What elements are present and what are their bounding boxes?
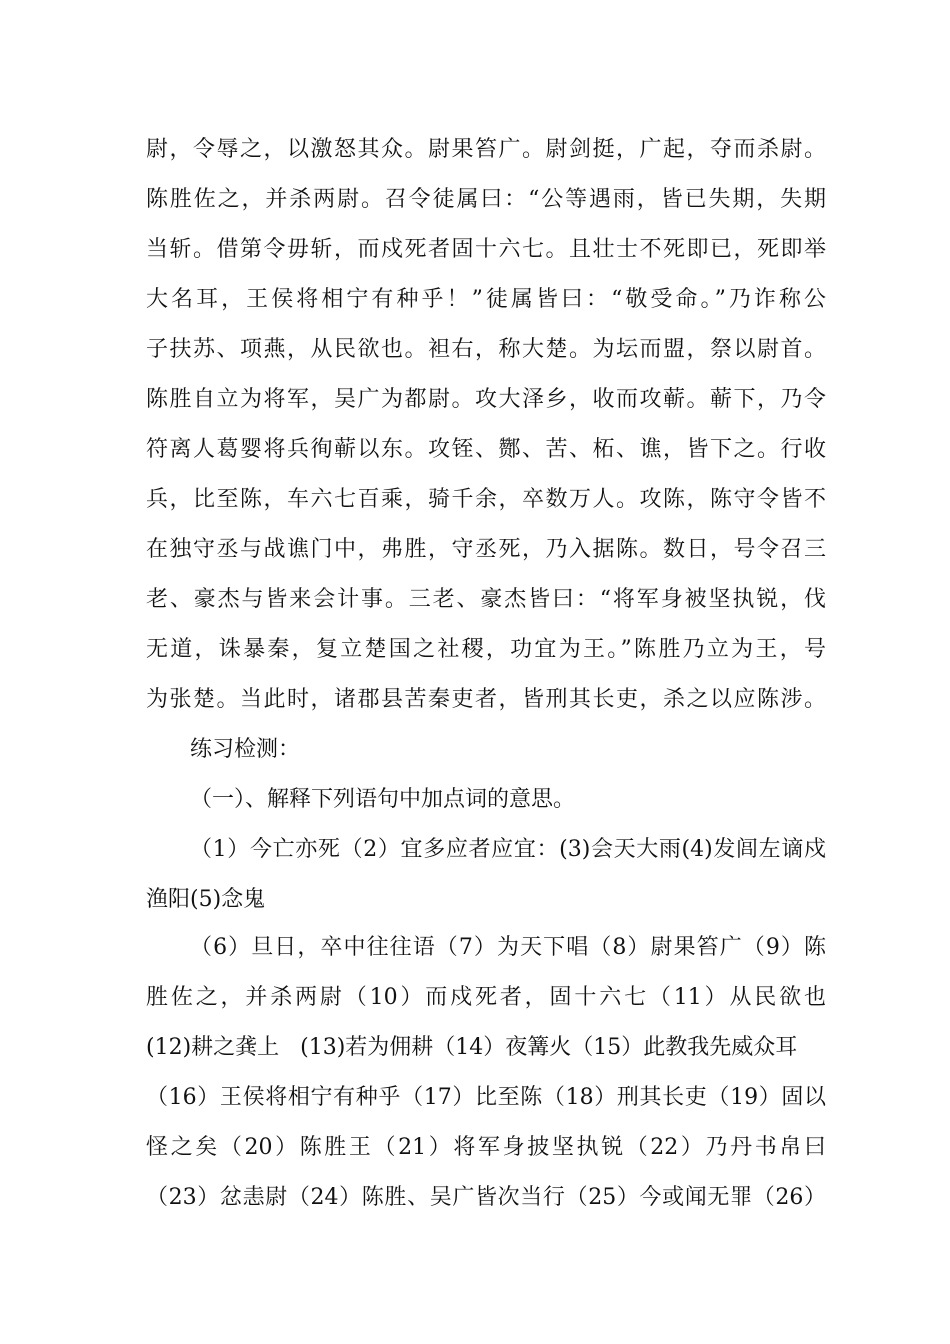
exercise-items-line: 怪之矣（20）陈胜王（21）将军身披坚执锐（22）乃丹书帛曰 — [146, 1135, 826, 1160]
exercise-items-line: (12)耕之龚上 (13)若为佣耕（14）夜篝火（15）此教我先威众耳 — [146, 1035, 798, 1060]
exercise-items-line: （1）今亡亦死（2）宜多应者应宜：(3)会天大雨(4)发闾左谪戍 — [190, 837, 826, 862]
passage-line: 老、豪杰与皆来会计事。三老、豪杰皆曰：“将军身被坚执锐，伐 — [146, 587, 826, 612]
exercise-heading: （一）、解释下列语句中加点词的意思。 — [190, 787, 576, 812]
passage-line: 无道，诛暴秦，复立楚国之社稷，功宜为王。”陈胜乃立为王，号 — [146, 637, 826, 662]
passage-line: 大名耳，王侯将相宁有种乎！”徒属皆曰：“敬受命。”乃诈称公 — [146, 287, 826, 312]
exercise-items-line: （6）旦日，卒中往往语（7）为天下唱（8）尉果笞广（9）陈 — [190, 935, 826, 960]
exercise-items-line: 渔阳(5)念鬼 — [146, 887, 266, 912]
exercise-items-line: 胜佐之，并杀两尉（10）而戍死者，固十六七（11）从民欲也 — [146, 985, 826, 1010]
section-heading: 练习检测： — [190, 737, 301, 762]
exercise-items-line: （23）忿恚尉（24）陈胜、吴广皆次当行（25）今或闻无罪（26） — [146, 1185, 826, 1210]
passage-line: 尉，令辱之，以激怒其众。尉果笞广。尉剑挺，广起，夺而杀尉。 — [146, 137, 826, 162]
passage-line: 陈胜自立为将军，吴广为都尉。攻大泽乡，收而攻蕲。蕲下，乃令 — [146, 387, 826, 412]
passage-line: 在独守丞与战谯门中，弗胜，守丞死，乃入据陈。数日，号令召三 — [146, 537, 826, 562]
exercise-items-line: （16）王侯将相宁有种乎（17）比至陈（18）刑其长吏（19）固以 — [146, 1085, 826, 1110]
passage-line: 当斩。借第令毋斩，而戍死者固十六七。且壮士不死即已，死即举 — [146, 237, 826, 262]
passage-line: 符离人葛婴将兵徇蕲以东。攻铚、酂、苦、柘、谯，皆下之。行收 — [146, 437, 826, 462]
passage-line: 子扶苏、项燕，从民欲也。袒右，称大楚。为坛而盟，祭以尉首。 — [146, 337, 826, 362]
passage-line: 兵，比至陈，车六七百乘，骑千余，卒数万人。攻陈，陈守令皆不 — [146, 487, 826, 512]
passage-line: 陈胜佐之，并杀两尉。召令徒属曰：“公等遇雨，皆已失期，失期 — [146, 187, 826, 212]
passage-line: 为张楚。当此时，诸郡县苦秦吏者，皆刑其长吏，杀之以应陈涉。 — [146, 687, 826, 712]
